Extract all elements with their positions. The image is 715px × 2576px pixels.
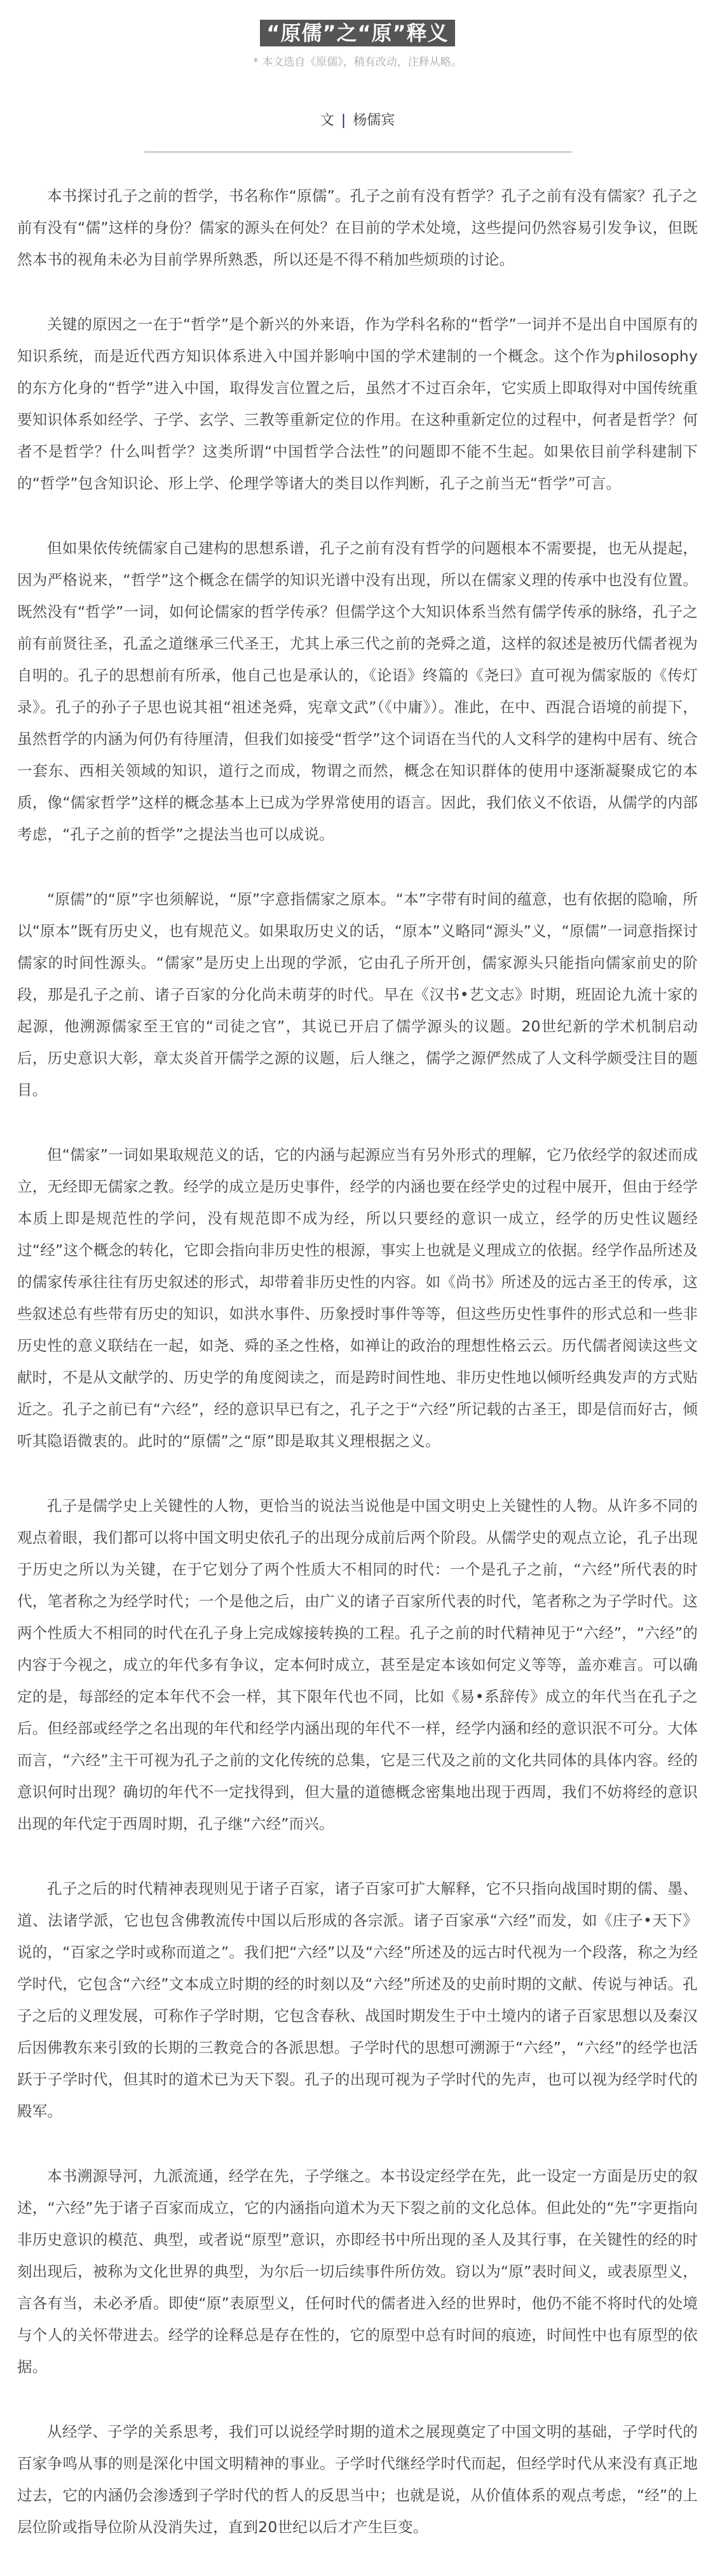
article-header — [0, 0, 715, 153]
author-name: 杨儒宾 — [353, 113, 395, 128]
paragraph: 本书探讨孔子之前的哲学，书名称作“原儒”。孔子之前有没有哲学？孔子之前有没有儒家？孔子之前有没有“儒”这样的身份？儒家的源头在何处？在目前的学术处境，这些提问仍然容易引发争议，但既然本书的视角未必为目前学界所熟悉，所以还是不得不稍加些烦琐的讨论。 — [17, 187, 698, 268]
author-prefix: 文 — [320, 113, 334, 128]
article-body — [0, 180, 715, 2543]
author-separator: | — [341, 113, 346, 128]
paragraph: 本书溯源导河，九派流通，经学在先，子学继之。本书设定经学在先，此一设定一方面是历史的叙述，“六经”先于诸子百家而成立，它的内涵指向道术为天下裂之前的文化总体。但此处的“先”字更指向非历史意识的模范、典型，或者说“原型”意识，亦即经书中所出现的圣人及其行事，在关键性的经的时刻出现后，被称为文化世界的典型，为尔后一切后续事件所仿效。窃以为“原”表时间义，或表原型义，言各有当，未必矛盾。即使“原”表原型义，任何时代的儒者进入经的世界时，他仍不能不将时代的处境与个人的关怀带进去。经学的诠释总是存在性的，它的原型中总有时间的痕迹，时间性中也有原型的依据。 — [17, 2167, 698, 2376]
author-byline — [0, 111, 715, 130]
article-source-note: * 本文选自《原儒》，稍有改动，注释从略。 — [253, 56, 462, 69]
paragraph: 但“儒家”一词如果取规范义的话，它的内涵与起源应当有另外形式的理解，它乃依经学的叙述而成立，无经即无儒家之教。经学的成立是历史事件，经学的内涵也要在经学史的过程中展开，但由于经学本质上即是规范性的学问，没有规范即不成为经，所以只要经的意识一成立，经学的历史性议题经过“经”这个概念的转化，它即会指向非历史性的根源，事实上也就是义理成立的依据。经学作品所述及的儒家传承往往有历史叙述的形式，却带着非历史性的内容。如《尚书》所述及的远古圣王的传承，这些叙述总有些带有历史的知识，如洪水事件、历象授时事件等等，但这些历史性事件的形式总和一些非历史性的意义联结在一起，如尧、舜的圣之性格，如禅让的政治的理想性格云云。历代儒者阅读这些文献时，不是从文献学的、历史学的角度阅读之，而是跨时间性地、非历史性地以倾听经典发声的方式贴近之。孔子之前已有“六经”，经的意识早已有之，孔子之于“六经”所记载的古圣王，即是信而好古，倾听其隐语微衷的。此时的“原儒”之“原”即是取其义理根据之义。 — [17, 1146, 698, 1450]
article-title: “原儒”之“原”释义 — [260, 20, 454, 46]
paragraph: 关键的原因之一在于“哲学”是个新兴的外来语，作为学科名称的“哲学”一词并不是出自中国原有的知识系统，而是近代西方知识体系进入中国并影响中国的学术建制的一个概念。这个作为philosophy的东方化身的“哲学”进入中国，取得发言位置之后，虽然才不过百余年，它实质上即取得对中国传统重要知识体系如经学、子学、玄学、三教等重新定位的作用。在这种重新定位的过程中，何者是哲学？何者不是哲学？什么叫哲学？这类所谓“中国哲学合法性”的问题即不能不生起。如果依目前学科建制下的“哲学”包含知识论、形上学、伦理学等诸大的类目以作判断，孔子之前当无“哲学”可言。 — [17, 315, 698, 492]
header-divider — [144, 151, 571, 153]
paragraph: 孔子是儒学史上关键性的人物，更恰当的说法当说他是中国文明史上关键性的人物。从许多不同的观点着眼，我们都可以将中国文明史依孔子的出现分成前后两个阶段。从儒学史的观点立论，孔子出现于历史之所以为关键，在于它划分了两个性质大不相同的时代：一个是孔子之前，“六经”所代表的时代，笔者称之为经学时代；一个是他之后，由广义的诸子百家所代表的时代，笔者称之为子学时代。这两个性质大不相同的时代在孔子身上完成嫁接转换的工程。孔子之前的时代精神见于“六经”，“六经”的内容于今视之，成立的年代多有争议，定本何时成立，甚至是定本该如何定义等等，盖亦难言。可以确定的是，每部经的定本年代不会一样，其下限年代也不同，比如《易•系辞传》成立的年代当在孔子之后。但经部或经学之名出现的年代和经学内涵出现的年代不一样，经学内涵和经的意识泯不可分。大体而言，“六经”主干可视为孔子之前的文化传统的总集，它是三代及之前的文化共同体的具体内容。经的意识何时出现？确切的年代不一定找得到，但大量的道德概念密集地出现于西周，我们不妨将经的意识出现的年代定于西周时期，孔子继“六经”而兴。 — [17, 1497, 698, 1833]
paragraph: 孔子之后的时代精神表现则见于诸子百家，诸子百家可扩大解释，它不只指向战国时期的儒、墨、道、法诸学派，它也包含佛教流传中国以后形成的各宗派。诸子百家承“六经”而发，如《庄子•天下》说的，“百家之学时或称而道之”。我们把“六经”以及“六经”所述及的远古时代视为一个段落，称之为经学时代，它包含“六经”文本成立时期的经的时刻以及“六经”所述及的史前时期的文献、传说与神话。孔子之后的义理发展，可称作子学时期，它包含春秋、战国时期发生于中土境内的诸子百家思想以及秦汉后因佛教东来引致的长期的三教竞合的各派思想。子学时代的思想可溯源于“六经”，“六经”的经学也活跃于子学时代，但其时的道术已为天下裂。孔子的出现可视为子学时代的先声，也可以视为经学时代的殿军。 — [17, 1880, 698, 2120]
paragraph: 从经学、子学的关系思考，我们可以说经学时期的道术之展现奠定了中国文明的基础，子学时代的百家争鸣从事的则是深化中国文明精神的事业。子学时代继经学时代而起，但经学时代从来没有真正地过去，它的内涵仍会渗透到子学时代的哲人的反思当中；也就是说，从价值体系的观点考虑，“经”的上层位阶或指导位阶从没消失过，直到20世纪以后才产生巨变。 — [17, 2423, 698, 2536]
paragraph: “原儒”的“原”字也须解说，“原”字意指儒家之原本。“本”字带有时间的蕴意，也有依据的隐喻，所以“原本”既有历史义，也有规范义。如果取历史义的话，“原本”义略同“源头”义，“原儒”一词意指探讨儒家的时间性源头。“儒家”是历史上出现的学派，它由孔子所开创，儒家源头只能指向儒家前史的阶段，那是孔子之前、诸子百家的分化尚未萌芽的时代。早在《汉书•艺文志》时期，班固论九流十家的起源，他溯源儒家至王官的“司徒之官”，其说已开启了儒学源头的议题。20世纪新的学术机制启动后，历史意识大彰，章太炎首开儒学之源的议题，后人继之，儒学之源俨然成了人文科学颇受注目的题目。 — [17, 890, 698, 1099]
paragraph: 但如果依传统儒家自己建构的思想系谱，孔子之前有没有哲学的问题根本不需要提，也无从提起，因为严格说来，“哲学”这个概念在儒学的知识光谱中没有出现，所以在儒家义理的传承中也没有位置。既然没有“哲学”一词，如何论儒家的哲学传承？但儒学这个大知识体系当然有儒学传承的脉络，孔子之前有前贤往圣，孔孟之道继承三代圣王，尤其上承三代之前的尧舜之道，这样的叙述是被历代儒者视为自明的。孔子的思想前有所承，他自己也是承认的，《论语》终篇的《尧曰》直可视为儒家版的《传灯录》。孔子的孙子子思也说其祖“祖述尧舜，宪章文武”（《中庸》）。准此，在中、西混合语境的前提下，虽然哲学的内涵为何仍有待厘清，但我们如接受“哲学”这个词语在当代的人文科学的建构中居有、统合一套东、西相关领域的知识，道行之而成，物谓之而然，概念在知识群体的使用中逐渐凝聚成它的本质，像“儒家哲学”这样的概念基本上已成为学界常使用的语言。因此，我们依义不依语，从儒学的内部考虑，“孔子之前的哲学”之提法当也可以成说。 — [17, 539, 698, 843]
